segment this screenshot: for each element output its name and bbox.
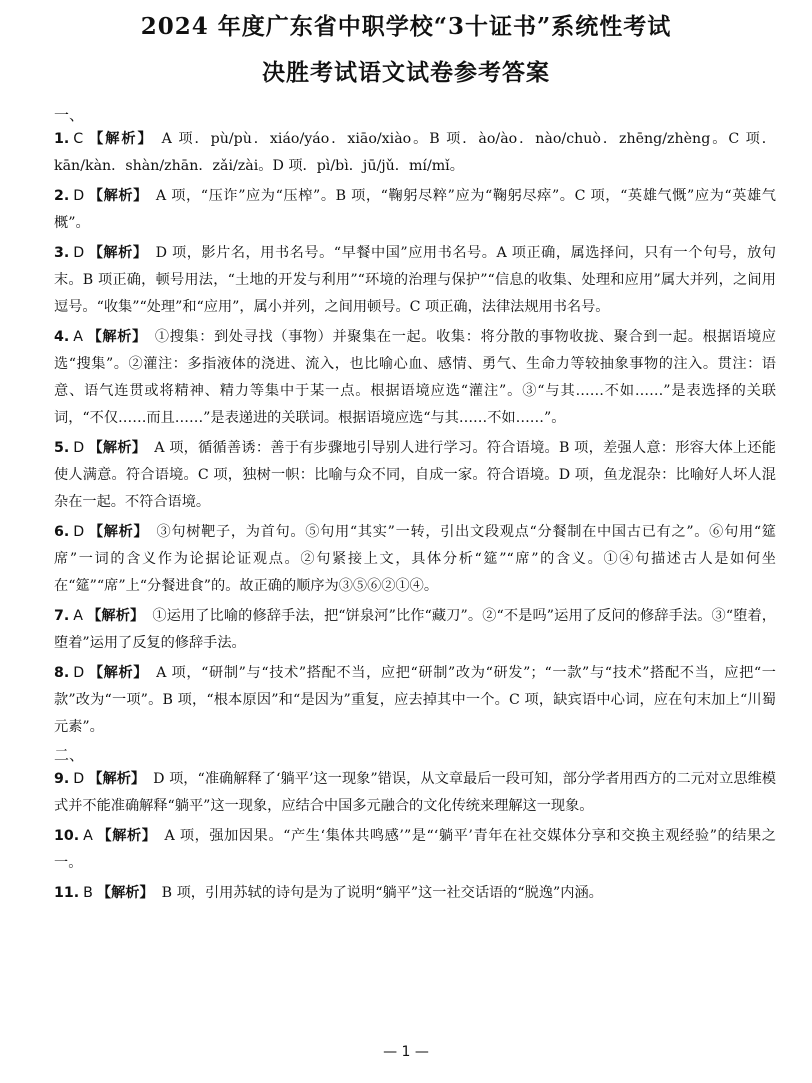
page-subtitle: 决胜考试语文试卷参考答案	[262, 59, 550, 86]
answer-item-2: 2. D 【解析】 A 项，“压诈”应为“压榨”。B 项，“鞠躬尽粹”应为“鞠躬尽瘁”。C 项，“英雄气慨”应为“英雄气概”。	[54, 188, 776, 231]
page-number: — 1 —	[383, 1044, 429, 1060]
answer-item-1: 1. C 【解析】 A 项．pù/pù．xiáo/yáo．xiāo/xiào。B 项．ào/ào．nào/chuò．zhēng/zhèng。C 项．kān/kàn．shàn/zhān．zǎi/zài。D 项．pì/bì．jū/jǔ．mí/mǐ。	[54, 131, 776, 174]
answer-item-3: 3. D 【解析】 D 项，影片名，用书名号。“早餐中国”应用书名号。A 项正确，属选择问，只有一个句号，放句末。B 项正确，顿号用法，“土地的开发与利用”“环境的治理与保护”“信息的收集、处理和应用”属大并列，之间用逗号。“收集”“处理”和“应用”，属小并列，之间用顿号。C 项正确，法律法规用书名号。	[54, 245, 776, 315]
answer-item-10: 10. A 【解析】 A 项，强加因果。“产生‘集体共鸣感’”是“‘躺平’青年在社交媒体分享和交换主观经验”的结果之一。	[54, 828, 776, 871]
answer-content	[54, 104, 776, 910]
answer-item-9: 9. D 【解析】 D 项，“准确解释了‘躺平’这一现象”错误，从文章最后一段可知，部分学者用西方的二元对立思维模式并不能准确解释“躺平”这一现象，应结合中国多元融合的文化传统来理解这一现象。	[54, 771, 776, 814]
page-title: 2024 年度广东省中职学校“3十证书”系统性考试	[140, 13, 672, 40]
answer-item-6: 6. D 【解析】 ③句树靶子，为首句。⑤句用“其实”一转，引出文段观点“分餐制在中国古已有之”。⑥句用“筵席”一词的含义作为论据论证观点。②句紧接上文，具体分析“筵”“席”的含义。①④句描述古人是如何坐在“筵”“席”上“分餐进食”的。故正确的顺序为③⑤⑥②①④。	[54, 524, 776, 594]
section-heading-1: 一、	[54, 106, 85, 124]
answer-item-7: 7. A 【解析】 ①运用了比喻的修辞手法，把“饼泉河”比作“藏刀”。②“不是吗”运用了反问的修辞手法。③“堕着，堕着”运用了反复的修辞手法。	[54, 608, 776, 651]
answer-item-4: 4. A 【解析】 ①搜集：到处寻找（事物）并聚集在一起。收集：将分散的事物收拢、聚合到一起。根据语境应选“搜集”。②灌注：多指液体的浇进、流入，也比喻心血、感情、勇气、生命力等较抽象事物的注入。贯注：语意、语气连贯或将精神、精力等集中于某一点。根据语境应选“灌注”。③“与其……不如……”是表选择的关联词，“不仅……而且……”是表递进的关联词。根据语境应选“与其……不如……”。	[54, 329, 776, 426]
answer-item-8: 8. D 【解析】 A 项，“研制”与“技术”搭配不当，应把“研制”改为“研发”；“一款”与“技术”搭配不当，应把“一款”改为“一项”。B 项，“根本原因”和“是因为”重复，应去掉其中一个。C 项，缺宾语中心词，应在句末加上“川蜀元素”。	[54, 665, 776, 735]
answer-item-11: 11. B 【解析】 B 项，引用苏轼的诗句是为了说明“躺平”这一社交话语的“脱逸”内涵。	[54, 885, 603, 901]
section-heading-2: 二、	[54, 746, 85, 764]
answer-item-5: 5. D 【解析】 A 项，循循善诱：善于有步骤地引导别人进行学习。符合语境。B 项，差强人意：形容大体上还能使人满意。符合语境。C 项，独树一帜：比喻与众不同，自成一家。符合语境。D 项，鱼龙混杂：比喻好人坏人混杂在一起。不符合语境。	[54, 440, 776, 510]
